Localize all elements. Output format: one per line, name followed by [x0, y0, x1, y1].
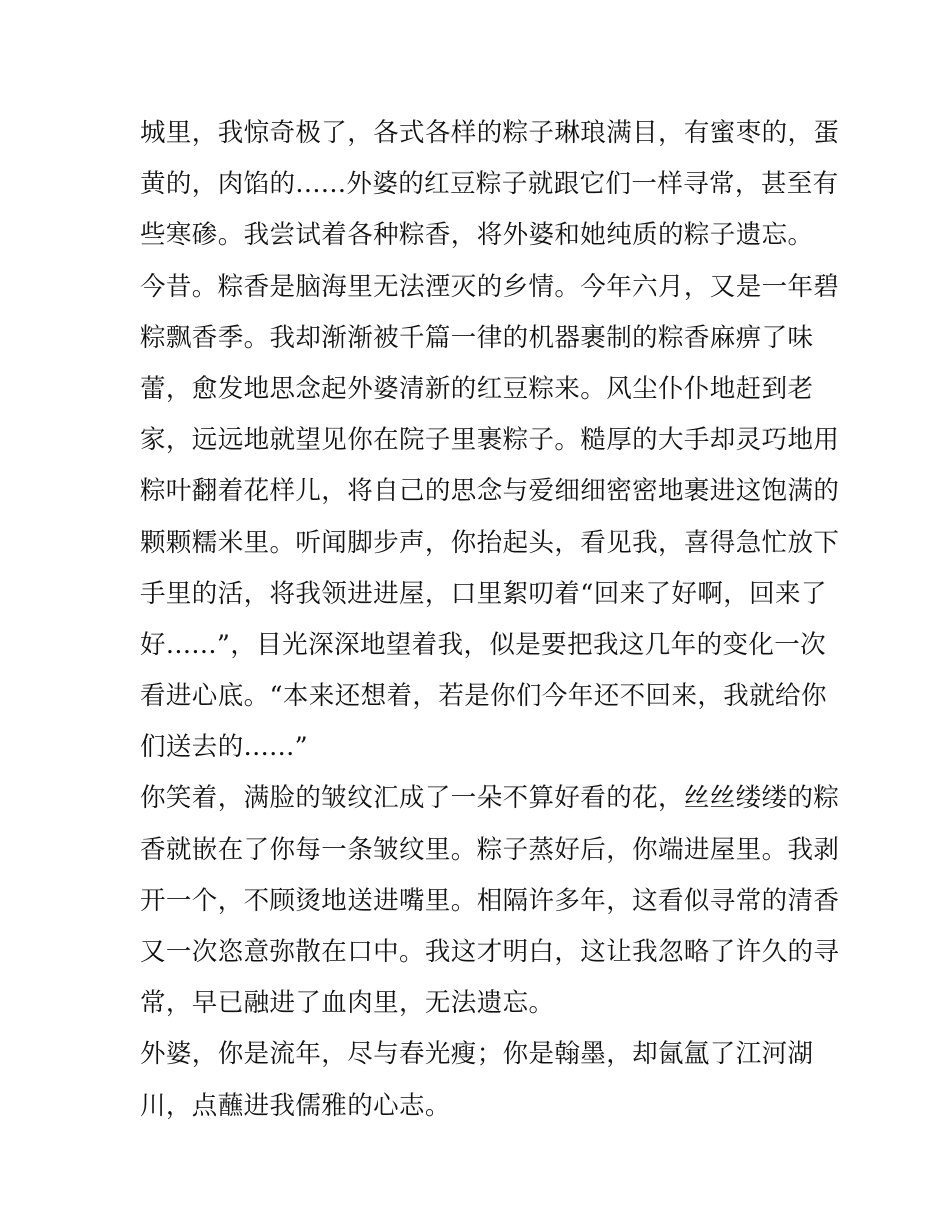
text-line: 颗颗糯米里。听闻脚步声，你抬起头，看见我，喜得急忙放下: [140, 527, 840, 558]
text-line: 家，远远地就望见你在院子里裹粽子。糙厚的大手却灵巧地用: [140, 425, 840, 456]
text-line: 开一个，不顾烫地送进嘴里。相隔许多年，这看似寻常的清香: [140, 885, 840, 916]
text-line: 们送去的......”: [140, 732, 309, 763]
text-line: 你笑着，满脸的皱纹汇成了一朵不算好看的花，丝丝缕缕的粽: [140, 783, 840, 814]
text-line: 川，点蘸进我儒雅的心志。: [140, 1090, 451, 1121]
text-line: 好......”，目光深深地望着我，似是要把我这几年的变化一次: [140, 629, 827, 660]
essay-body: [140, 108, 840, 1132]
text-line: 外婆，你是流年，尽与春光瘦；你是翰墨，却氤氲了江河湖: [140, 1039, 814, 1070]
text-line: 香就嵌在了你每一条皱纹里。粽子蒸好后，你端进屋里。我剥: [140, 834, 840, 865]
text-line: 常，早已融进了血肉里，无法遗忘。: [140, 988, 555, 1019]
text-line: 黄的，肉馅的......外婆的红豆粽子就跟它们一样寻常，甚至有: [140, 169, 839, 200]
text-line: 粽飘香季。我却渐渐被千篇一律的机器裹制的粽香麻痹了味: [140, 322, 814, 353]
text-line: 手里的活，将我领进进屋，口里絮叨着“回来了好啊，回来了: [140, 578, 827, 609]
text-line: 今昔。粽香是脑海里无法湮灭的乡情。今年六月，又是一年碧: [140, 271, 840, 302]
text-line: 些寒碜。我尝试着各种粽香，将外婆和她纯质的粽子遗忘。: [140, 220, 814, 251]
text-line: 粽叶翻着花样儿，将自己的思念与爱细细密密地裹进这饱满的: [140, 476, 840, 507]
text-line: 又一次恣意弥散在口中。我这才明白，这让我忽略了许久的寻: [140, 937, 840, 967]
text-line: 看进心底。“本来还想着，若是你们今年还不回来，我就给你: [140, 681, 827, 712]
text-line: 蕾，愈发地思念起外婆清新的红豆粽来。风尘仆仆地赶到老: [140, 373, 814, 404]
text-line: 城里，我惊奇极了，各式各样的粽子琳琅满目，有蜜枣的，蛋: [140, 118, 840, 148]
